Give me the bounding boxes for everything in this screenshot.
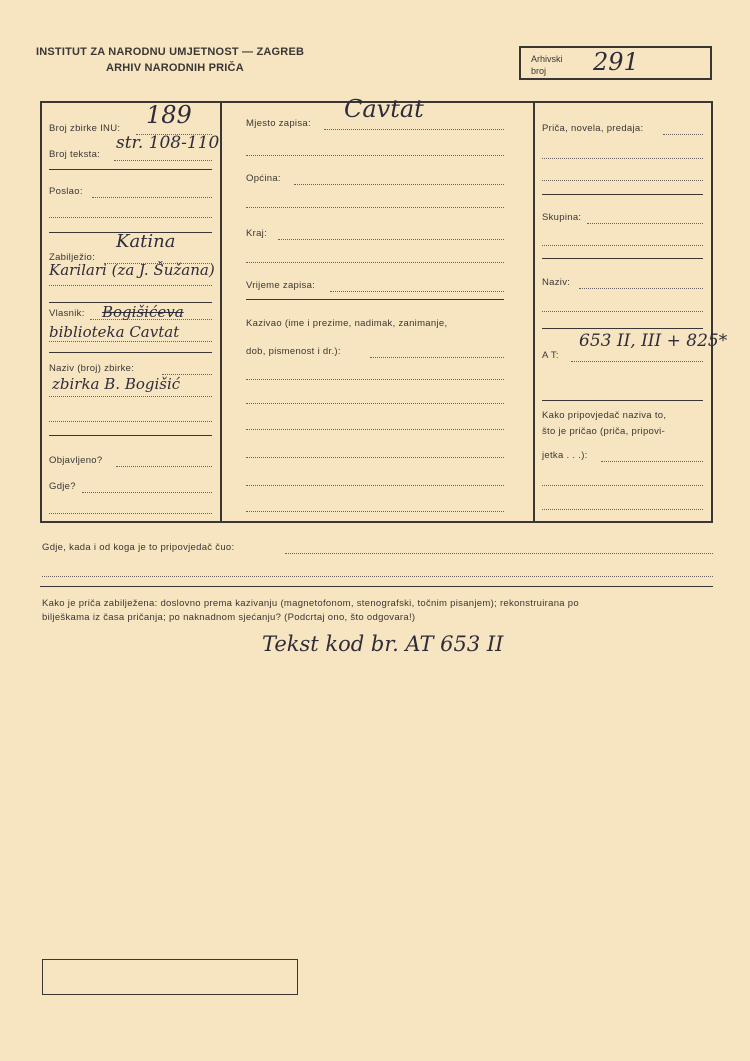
kako-naziva-line3: jetka . . .):: [542, 450, 588, 461]
opcina-label: Općina:: [246, 173, 281, 184]
kazivao-label-line2: dob, pismenost i dr.):: [246, 346, 341, 357]
naziv-zbirke-label: Naziv (broj) zbirke:: [49, 363, 135, 374]
zabiljezio-value-2: Karilari (za J. Šužana): [49, 261, 215, 279]
gdje-line: [82, 492, 212, 493]
at-value: 653 II, III + 825*: [579, 331, 728, 351]
zabiljezio-value-1: Katina: [116, 231, 176, 252]
zabiljezio-line-2: [49, 285, 212, 286]
kazivao-label-line1: Kazivao (ime i prezime, nadimak, zanimanje,: [246, 318, 448, 329]
mjesto-value: Cavtat: [344, 95, 424, 123]
handwritten-note: Tekst kod br. AT 653 II: [262, 632, 504, 656]
right-column: [535, 103, 728, 521]
opcina-line: [294, 184, 504, 185]
vrijeme-label: Vrijeme zapisa:: [246, 280, 316, 291]
right-rule-4: [542, 400, 703, 401]
gdje-line-2: [49, 513, 212, 514]
prica-label: Priča, novela, predaja:: [542, 123, 644, 134]
archive-number-label: [531, 53, 563, 77]
mjesto-line-2: [246, 155, 504, 156]
kako-zabiljezena-line1: Kako je priča zabilježena: doslovno prema kazivanju (magnetofonom, stenografski, točnim pisanjem); rekonstruirana po: [42, 598, 579, 609]
poslao-label: Poslao:: [49, 186, 83, 197]
left-column: [42, 103, 220, 521]
institution-header: [36, 44, 356, 76]
broj-zbirke-value: 189: [146, 101, 192, 129]
gdje-kada-label: Gdje, kada i od koga je to pripovjedač čuo:: [42, 542, 235, 553]
objavljeno-line: [116, 466, 212, 467]
vlasnik-line-2: [49, 341, 212, 342]
mjesto-line: [324, 129, 504, 130]
skupina-label: Skupina:: [542, 212, 582, 223]
kazivao-line-5: [246, 457, 504, 458]
poslao-line: [92, 197, 212, 198]
kraj-line-2: [246, 262, 504, 263]
at-label: A T:: [542, 350, 559, 361]
objavljeno-label: Objavljeno?: [49, 455, 103, 466]
kako-naziva-line-2: [542, 485, 703, 486]
left-rule-5: [49, 435, 212, 436]
archive-label-line1: Arhivski: [531, 54, 563, 64]
left-rule-4: [49, 352, 212, 353]
kraj-line: [278, 239, 504, 240]
right-rule-2: [542, 258, 703, 259]
kako-naziva-line-3: [542, 509, 703, 510]
prica-line-2: [542, 158, 703, 159]
naziv-line-2: [542, 311, 703, 312]
gdje-kada-line: [285, 553, 713, 554]
vlasnik-value-2: biblioteka Cavtat: [49, 323, 180, 341]
poslao-line-2: [49, 217, 212, 218]
left-rule-1: [49, 169, 212, 170]
middle-rule-1: [246, 299, 504, 300]
broj-zbirke-label: Broj zbirke INU:: [49, 123, 121, 134]
archive-name: ARHIV NARODNIH PRIČA: [106, 62, 244, 74]
skupina-line-2: [542, 245, 703, 246]
archive-number-box: [519, 46, 712, 80]
opcina-line-2: [246, 207, 504, 208]
prica-line-3: [542, 180, 703, 181]
lower-rule: [40, 586, 713, 587]
naziv-label: Naziv:: [542, 277, 571, 288]
right-rule-1: [542, 194, 703, 195]
kazivao-line-4: [246, 429, 504, 430]
kako-naziva-line2: što je pričao (priča, pripovi-: [542, 426, 666, 437]
middle-column: [222, 95, 533, 521]
skupina-line: [587, 223, 703, 224]
naziv-line: [579, 288, 703, 289]
vlasnik-label: Vlasnik:: [49, 308, 85, 319]
broj-teksta-line: [114, 160, 212, 161]
naziv-zbirke-value: zbirka B. Bogišić: [52, 375, 181, 393]
broj-teksta-label: Broj teksta:: [49, 149, 101, 160]
kazivao-line-7: [246, 511, 504, 512]
kako-naziva-line: [601, 461, 703, 462]
at-line: [571, 361, 703, 362]
vlasnik-value-1: Bogišićeva: [102, 303, 184, 321]
kazivao-line-2: [246, 379, 504, 380]
naziv-zbirke-line-3: [49, 421, 212, 422]
kazivao-line-3: [246, 403, 504, 404]
institution-name: INSTITUT ZA NARODNU UMJETNOST — ZAGREB: [36, 46, 305, 58]
kazivao-line: [370, 357, 504, 358]
kraj-label: Kraj:: [246, 228, 268, 239]
broj-teksta-value: str. 108-110: [116, 133, 220, 153]
gdje-label: Gdje?: [49, 481, 76, 492]
kako-zabiljezena-text: [42, 597, 722, 625]
kako-zabiljezena-line2: bilješkama iz časa pričanja; po naknadnom sjećanju? (Podcrtaj ono, što odgovara!): [42, 612, 416, 623]
archive-number-value: 291: [593, 48, 639, 76]
zabiljezio-label: Zabilježio:: [49, 252, 96, 263]
prica-line: [663, 134, 703, 135]
vrijeme-line: [330, 291, 504, 292]
naziv-zbirke-line-2: [49, 396, 212, 397]
gdje-kada-line-2: [42, 576, 713, 577]
bottom-stamp-box: [42, 959, 298, 995]
kazivao-line-6: [246, 485, 504, 486]
kako-naziva-line1: Kako pripovjedač naziva to,: [542, 410, 667, 421]
archive-label-line2: broj: [531, 66, 547, 76]
main-form-grid: [40, 95, 728, 523]
mjesto-label: Mjesto zapisa:: [246, 118, 311, 129]
right-rule-3: [542, 328, 703, 329]
